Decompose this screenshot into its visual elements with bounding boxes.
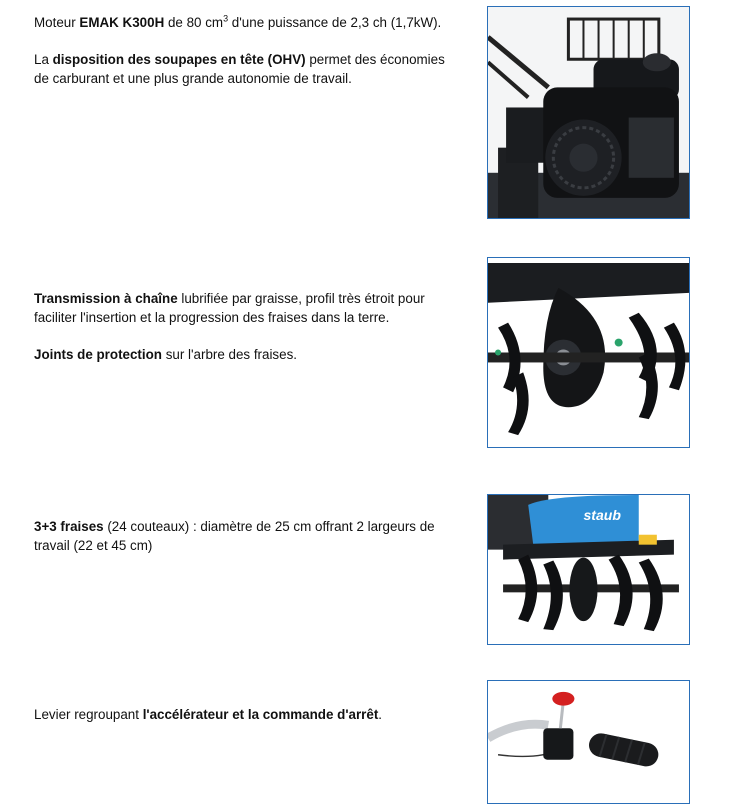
superscript: 3 — [223, 13, 229, 24]
blades-illustration — [488, 495, 689, 644]
feature-paragraph — [34, 50, 454, 88]
bold-text: Joints de protection — [34, 347, 162, 362]
text-run: permet des économies de carburant et une plus grande autonomie de travail. — [34, 52, 445, 86]
feature-paragraph — [34, 705, 454, 724]
bold-text: disposition des soupapes en tête (OHV) — [52, 52, 306, 67]
text-run: Levier regroupant — [34, 707, 143, 722]
text-run: sur l'arbre des fraises. — [161, 347, 297, 362]
text-run: (24 couteaux) : diamètre de 25 cm offrant 2 largeurs de travail (22 et 45 cm) — [34, 519, 435, 553]
bold-text: 3+3 fraises — [34, 519, 104, 534]
brand-logo: staub — [583, 506, 621, 523]
text-run: d'une puissance de 2,3 ch (1,7kW). — [228, 15, 442, 30]
chain-transmission-photo — [487, 257, 690, 448]
transmission-illustration — [488, 258, 689, 447]
feature-text-engine — [34, 13, 454, 88]
feature-paragraph — [34, 345, 454, 364]
bold-text: Transmission à chaîne — [34, 291, 178, 306]
engine-illustration — [488, 7, 689, 218]
text-run: lubrifiée par graisse, profil très étroit pour faciliter l'insertion et la progression des fraises dans la terre. — [34, 291, 425, 325]
text-run: de 80 cm — [164, 15, 224, 30]
feature-text-transmission — [34, 289, 454, 364]
feature-text-lever — [34, 705, 454, 724]
text-run: La — [34, 52, 53, 67]
bold-text: l'accélérateur et la commande d'arrêt — [142, 707, 379, 722]
text-run: . — [378, 707, 383, 722]
feature-paragraph — [34, 13, 454, 32]
engine-photo — [487, 6, 690, 219]
text-run: Moteur — [34, 15, 80, 30]
tiller-blades-photo — [487, 494, 690, 645]
throttle-lever-photo — [487, 680, 690, 804]
feature-text-blades — [34, 517, 454, 555]
bold-text: EMAK K300H — [79, 15, 165, 30]
feature-paragraph — [34, 289, 454, 327]
lever-illustration — [488, 681, 689, 803]
feature-paragraph — [34, 517, 454, 555]
